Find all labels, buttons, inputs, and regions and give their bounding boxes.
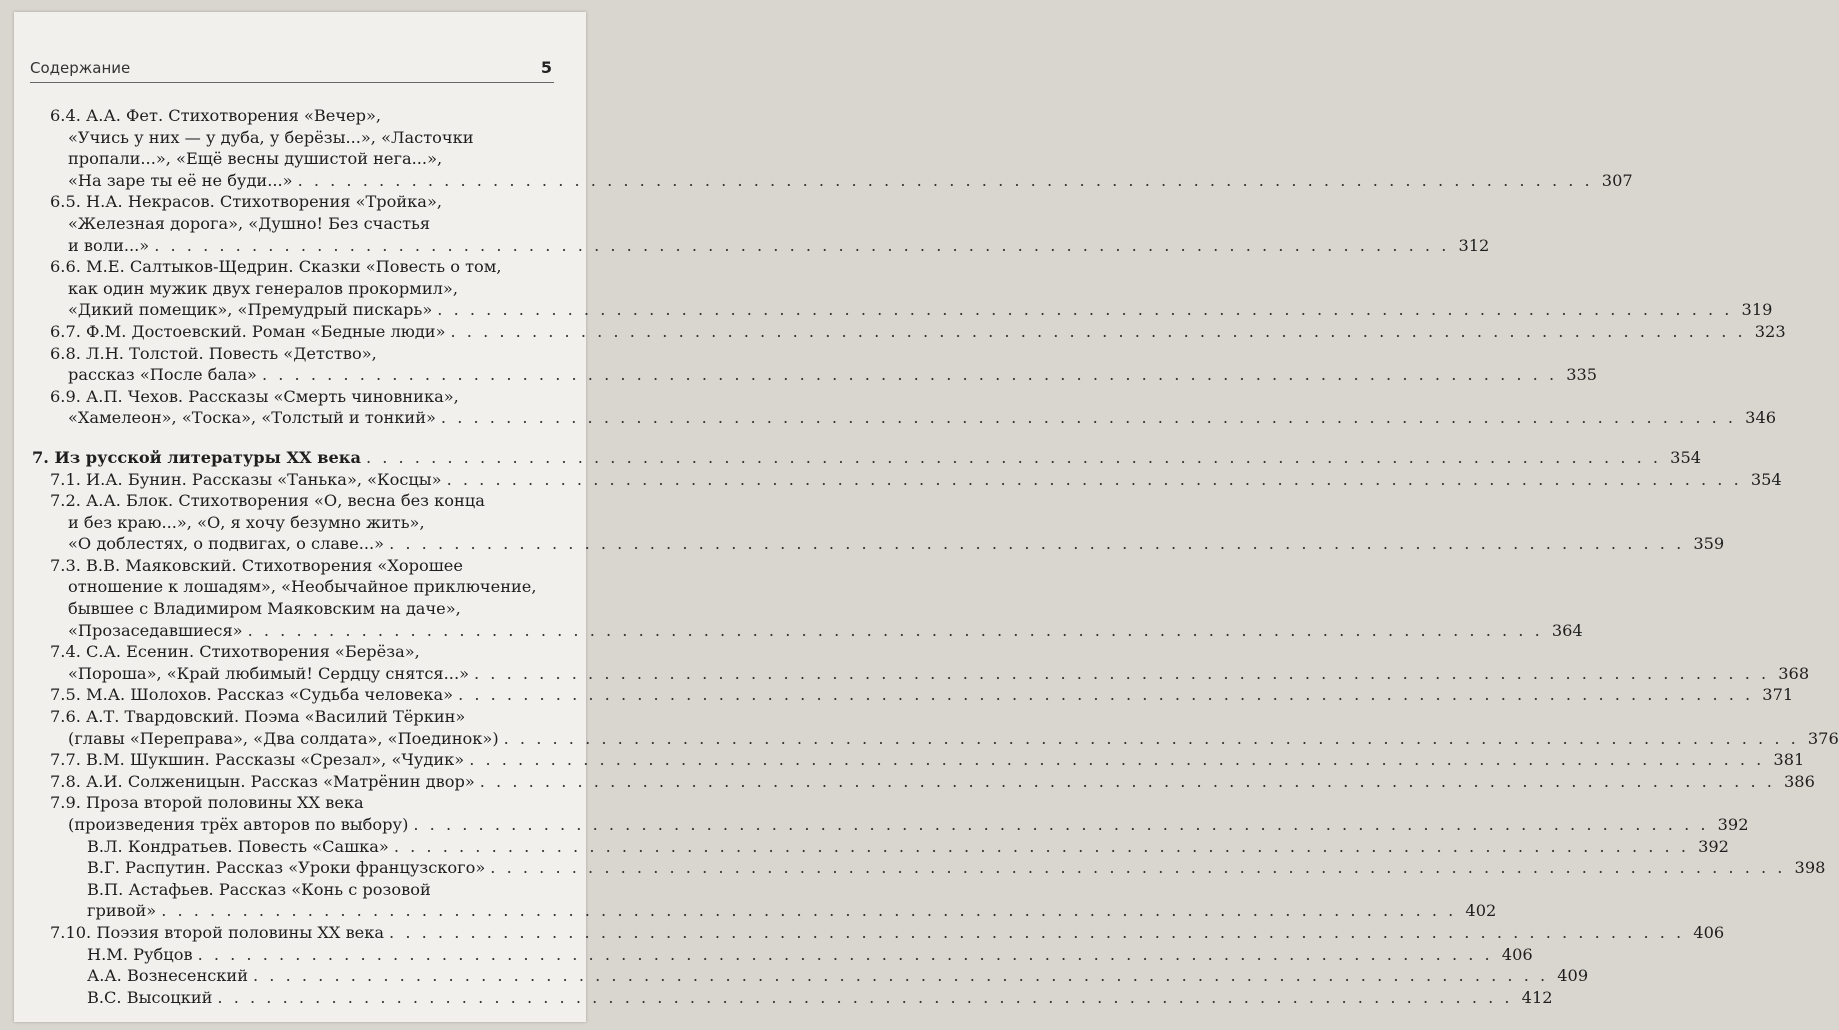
toc-entry-text: как один мужик двух генералов прокормил», (68, 278, 458, 298)
dot-leader: . . . . . . . . . . . . . . . . . . . . . . . . . . . . . . . . . . . . . . . . . . . . . . . . . . . . . . . . . . . . . . . . . . . . . . . . . . . . . . . . (197, 944, 1493, 964)
toc-page-number: 354 (1750, 469, 1782, 489)
toc-entry[interactable] (14, 857, 1826, 879)
toc-entry-line (50, 191, 546, 213)
toc-entry-text: 7. Из русской литературы XX века (32, 447, 361, 467)
toc-entry-text: «Дикий помещик», «Премудрый пискарь» (68, 300, 433, 320)
toc-page-number: 359 (1693, 534, 1725, 554)
toc-page-number: 406 (1501, 944, 1533, 964)
toc-page-number: 392 (1698, 836, 1729, 856)
dot-leader: . . . . . . . . . . . . . . . . . . . . . . . . . . . . . . . . . . . . . . . . . . . . . . . . . . . . . . . . . . . . . . . . . . . . . . . . . . . . . . . . (297, 170, 1593, 190)
dot-leader: . . . . . . . . . . . . . . . . . . . . . . . . . . . . . . . . . . . . . . . . . . . . . . . . . . . . . . . . . . . . . . . . . . . . . . . . . . . . . . . . (490, 858, 1786, 878)
toc-entry-text: 6.9. А.П. Чехов. Рассказы «Смерть чиновника», (50, 386, 459, 406)
toc-entry[interactable] (14, 191, 1490, 256)
toc-entry-line (50, 792, 546, 814)
toc-entry-text: В.Г. Распутин. Рассказ «Уроки французского» (87, 858, 486, 878)
toc-entry-text: 7.3. В.В. Маяковский. Стихотворения «Хорошее (50, 555, 463, 575)
toc-entry-text: А.А. Вознесенский (87, 966, 248, 986)
toc-entry[interactable] (14, 987, 1553, 1009)
dot-leader: . . . . . . . . . . . . . . . . . . . . . . . . . . . . . . . . . . . . . . . . . . . . . . . . . . . . . . . . . . . . . . . . . . . . . . . . . . . . . . . . (450, 321, 1746, 341)
running-head (30, 58, 552, 77)
toc-entry[interactable] (14, 105, 1633, 191)
toc-entry-text: (главы «Переправа», «Два солдата», «Поединок») (68, 728, 499, 748)
toc-page-number: 409 (1557, 966, 1589, 986)
toc-page-number: 346 (1745, 408, 1777, 428)
toc-entry-text: 7.6. А.Т. Твардовский. Поэма «Василий Тёркин» (50, 707, 466, 727)
toc-entry-line (50, 256, 546, 278)
toc-entry-text: 6.5. Н.А. Некрасов. Стихотворения «Тройка», (50, 192, 443, 212)
dot-leader: . . . . . . . . . . . . . . . . . . . . . . . . . . . . . . . . . . . . . . . . . . . . . . . . . . . . . . . . . . . . . . . . . . . . . . . . . . . . . . . . (474, 663, 1770, 683)
toc-entry[interactable] (14, 641, 1810, 684)
header-rule (30, 82, 554, 83)
toc-page-number: 307 (1601, 170, 1633, 190)
dot-leader: . . . . . . . . . . . . . . . . . . . . . . . . . . . . . . . . . . . . . . . . . . . . . . . . . . . . . . . . . . . . . . . . . . . . . . . . . . . . . . . . (413, 815, 1709, 834)
dot-leader: . . . . . . . . . . . . . . . . . . . . . . . . . . . . . . . . . . . . . . . . . . . . . . . . . . . . . . . . . . . . . . . . . . . . . . . . . . . . . . . . (503, 728, 1799, 748)
toc-entry-text: и без краю...», «О, я хочу безумно жить», (68, 512, 425, 532)
dot-leader: . . . . . . . . . . . . . . . . . . . . . . . . . . . . . . . . . . . . . . . . . . . . . . . . . . . . . . . . . . . . . . . . . . . . . . . . . . . . . . . . (458, 685, 1754, 705)
dot-leader: . . . . . . . . . . . . . . . . . . . . . . . . . . . . . . . . . . . . . . . . . . . . . . . . . . . . . . . . . . . . . . . . . . . . . . . . . . . . . . . . (393, 836, 1689, 856)
toc-entry[interactable] (14, 792, 1749, 835)
dot-leader: . . . . . . . . . . . . . . . . . . . . . . . . . . . . . . . . . . . . . . . . . . . . . . . . . . . . . . . . . . . . . . . . . . . . . . . . . . . . . . . . (217, 987, 1513, 1007)
dot-leader: . . . . . . . . . . . . . . . . . . . . . . . . . . . . . . . . . . . . . . . . . . . . . . . . . . . . . . . . . . . . . . . . . . . . . . . . . . . . . . . . (440, 408, 1737, 428)
toc-entry-text: 7.5. М.А. Шолохов. Рассказ «Судьба человека» (50, 685, 454, 705)
toc-entry-text: бывшее с Владимиром Маяковским на даче», (68, 599, 461, 619)
toc-page-number: 381 (1773, 750, 1805, 770)
toc-entry-line (50, 170, 1633, 192)
toc-page-number: 398 (1794, 858, 1826, 878)
toc-entry[interactable] (14, 490, 1725, 555)
toc-page-number: 412 (1521, 987, 1553, 1007)
dot-leader: . . . . . . . . . . . . . . . . . . . . . . . . . . . . . . . . . . . . . . . . . . . . . . . . . . . . . . . . . . . . . . . . . . . . . . . . . . . . . . . . (247, 620, 1543, 640)
toc-entry-text: «Учись у них — у дуба, у берёзы...», «Ласточки (68, 127, 474, 147)
toc-entry-line (50, 555, 546, 577)
toc-entry-line (50, 148, 546, 170)
toc-entry[interactable] (14, 684, 1794, 706)
toc-entry-text: 7.8. А.И. Солженицын. Рассказ «Матрёнин двор» (50, 771, 475, 791)
toc-entry-text: 6.6. М.Е. Салтыков-Щедрин. Сказки «Повесть о том, (50, 257, 502, 277)
dot-leader: . . . . . . . . . . . . . . . . . . . . . . . . . . . . . . . . . . . . . . . . . . . . . . . . . . . . . . . . . . . . . . . . . . . . . . . . . . . . . . . . (161, 901, 1457, 921)
toc-entry-text: отношение к лошадям», «Необычайное приключение, (68, 577, 537, 597)
toc-entry[interactable] (14, 256, 1773, 321)
dot-leader: . . . . . . . . . . . . . . . . . . . . . . . . . . . . . . . . . . . . . . . . . . . . . . . . . . . . . . . . . . . . . . . . . . . . . . . . . . . . . . . . (389, 922, 1685, 942)
toc-entry-line (50, 469, 1782, 491)
toc-entry-text: 7.4. С.А. Есенин. Стихотворения «Берёза», (50, 642, 420, 662)
dot-leader: . . . . . . . . . . . . . . . . . . . . . . . . . . . . . . . . . . . . . . . . . . . . . . . . . . . . . . . . . . . . . . . . . . . . . . . . . . . . . . . . (469, 750, 1765, 770)
dot-leader: . . . . . . . . . . . . . . . . . . . . . . . . . . . . . . . . . . . . . . . . . . . . . . . . . . . . . . . . . . . . . . . . . . . . . . . . . . . . . . . . (437, 300, 1733, 320)
toc-entry-text: 6.7. Ф.М. Достоевский. Роман «Бедные люди» (50, 321, 446, 341)
toc-entry-line (50, 620, 1583, 642)
toc-entry-line (50, 684, 1794, 706)
toc-entry-line (50, 364, 1598, 386)
toc-entry-text: 6.4. А.А. Фет. Стихотворения «Вечер», (50, 106, 382, 125)
toc-page-number: 312 (1458, 235, 1490, 255)
section-gap (14, 429, 586, 447)
toc-entry-line (32, 447, 1702, 469)
toc-entry-line (50, 663, 1810, 685)
toc-entry[interactable] (14, 965, 1589, 987)
toc-entry-text: «Прозаседавшиеся» (68, 620, 243, 640)
dot-leader: . . . . . . . . . . . . . . . . . . . . . . . . . . . . . . . . . . . . . . . . . . . . . . . . . . . . . . . . . . . . . . . . . . . . . . . . . . . . . . . . (389, 534, 1685, 554)
page-number: 5 (540, 58, 552, 77)
toc-entry-line (50, 749, 1805, 771)
toc-entry-line (50, 922, 1725, 944)
toc-entry-line (50, 386, 546, 408)
toc-page-number: 376 (1807, 728, 1839, 748)
toc-entry-line (50, 706, 546, 728)
toc-page-number: 335 (1566, 365, 1598, 385)
toc-entry[interactable] (14, 706, 1839, 749)
table-of-contents (14, 105, 1839, 1008)
toc-entry-line (50, 127, 546, 149)
toc-entry-line (50, 407, 1777, 429)
toc-entry-line (87, 965, 1589, 987)
toc-entry[interactable] (14, 447, 1702, 469)
toc-entry-line (87, 944, 1533, 966)
dot-leader: . . . . . . . . . . . . . . . . . . . . . . . . . . . . . . . . . . . . . . . . . . . . . . . . . . . . . . . . . . . . . . . . . . . . . . . . . . . . . . . . (446, 469, 1742, 489)
toc-entry-text: В.С. Высоцкий (87, 987, 213, 1007)
toc-entry[interactable] (14, 321, 1786, 343)
toc-entry[interactable] (14, 944, 1533, 966)
toc-entry-text: «Железная дорога», «Душно! Без счастья (68, 213, 431, 233)
toc-entry-line (50, 490, 546, 512)
toc-entry-text: пропали...», «Ещё весны душистой нега...», (68, 149, 443, 169)
toc-entry-text: 7.1. И.А. Бунин. Рассказы «Танька», «Косцы» (50, 469, 442, 489)
toc-page-number: 368 (1778, 663, 1810, 683)
toc-entry[interactable] (14, 922, 1725, 944)
toc-entry-line (50, 641, 546, 663)
toc-entry-line (50, 213, 546, 235)
toc-page-number: 319 (1741, 300, 1773, 320)
toc-page-number: 354 (1670, 447, 1702, 467)
toc-entry-line (50, 814, 1749, 836)
toc-entry-text: 7.2. А.А. Блок. Стихотворения «О, весна без конца (50, 491, 485, 511)
toc-entry-text: «О доблестях, о подвигах, о славе...» (68, 534, 385, 554)
toc-page-number: 386 (1783, 771, 1815, 791)
toc-entry-text: 7.7. В.М. Шукшин. Рассказы «Срезал», «Чудик» (50, 750, 465, 770)
toc-entry-text: Н.М. Рубцов (87, 944, 193, 964)
book-page (14, 12, 1839, 1022)
toc-entry-line (87, 879, 546, 901)
toc-entry[interactable] (14, 749, 1805, 771)
toc-page-number: 402 (1465, 901, 1497, 921)
toc-entry-text: (произведения трёх авторов по выбору) (68, 815, 409, 834)
toc-entry-line (50, 512, 546, 534)
toc-entry-line (50, 728, 1839, 750)
toc-entry-line (50, 598, 546, 620)
toc-entry-text: 6.8. Л.Н. Толстой. Повесть «Детство», (50, 343, 377, 363)
toc-entry-line (50, 278, 546, 300)
toc-entry-text: гривой» (87, 901, 157, 921)
dot-leader: . . . . . . . . . . . . . . . . . . . . . . . . . . . . . . . . . . . . . . . . . . . . . . . . . . . . . . . . . . . . . . . . . . . . . . . . . . . . . . . . (261, 365, 1558, 385)
dot-leader: . . . . . . . . . . . . . . . . . . . . . . . . . . . . . . . . . . . . . . . . . . . . . . . . . . . . . . . . . . . . . . . . . . . . . . . . . . . . . . . . (253, 966, 1549, 986)
toc-entry[interactable] (14, 343, 1598, 386)
toc-entry[interactable] (14, 555, 1583, 641)
toc-entry-line (50, 235, 1490, 257)
toc-entry[interactable] (14, 386, 1777, 429)
toc-entry-line (50, 533, 1725, 555)
toc-entry-line (87, 857, 1826, 879)
toc-page-number: 392 (1717, 815, 1749, 834)
toc-page-number: 323 (1754, 321, 1786, 341)
dot-leader: . . . . . . . . . . . . . . . . . . . . . . . . . . . . . . . . . . . . . . . . . . . . . . . . . . . . . . . . . . . . . . . . . . . . . . . . . . . . . . . . (365, 447, 1662, 467)
toc-entry-text: рассказ «После бала» (68, 365, 257, 385)
toc-entry-line (50, 321, 1786, 343)
toc-entry-line (50, 299, 1773, 321)
toc-entry-text: и воли...» (68, 235, 150, 255)
toc-entry[interactable] (14, 879, 1497, 922)
dot-leader: . . . . . . . . . . . . . . . . . . . . . . . . . . . . . . . . . . . . . . . . . . . . . . . . . . . . . . . . . . . . . . . . . . . . . . . . . . . . . . . . (479, 771, 1775, 791)
toc-entry-line (87, 900, 1497, 922)
toc-entry-line (50, 105, 546, 127)
toc-page-number: 364 (1551, 620, 1583, 640)
toc-entry-line (50, 576, 546, 598)
toc-entry-text: 7.9. Проза второй половины XX века (50, 793, 364, 813)
toc-page-number: 406 (1693, 922, 1725, 942)
toc-entry-line (87, 987, 1553, 1009)
toc-entry-text: «Пороша», «Край любимый! Сердцу снятся...» (68, 663, 469, 683)
toc-entry-line (87, 836, 1729, 858)
toc-entry-line (50, 343, 546, 365)
toc-entry-text: В.П. Астафьев. Рассказ «Конь с розовой (87, 879, 431, 899)
toc-entry[interactable] (14, 836, 1729, 858)
toc-entry-line (50, 771, 1815, 793)
toc-entry-text: «Хамелеон», «Тоска», «Толстый и тонкий» (68, 408, 436, 428)
dot-leader: . . . . . . . . . . . . . . . . . . . . . . . . . . . . . . . . . . . . . . . . . . . . . . . . . . . . . . . . . . . . . . . . . . . . . . . . . . . . . . . . (154, 235, 1450, 255)
toc-entry-text: 7.10. Поэзия второй половины XX века (50, 922, 385, 942)
toc-entry-text: В.Л. Кондратьев. Повесть «Сашка» (87, 836, 389, 856)
running-head-title: Содержание (30, 59, 131, 77)
toc-page-number: 371 (1762, 685, 1794, 705)
toc-entry-text: «На заре ты её не буди...» (68, 170, 293, 190)
toc-entry[interactable] (14, 771, 1815, 793)
toc-entry[interactable] (14, 469, 1782, 491)
